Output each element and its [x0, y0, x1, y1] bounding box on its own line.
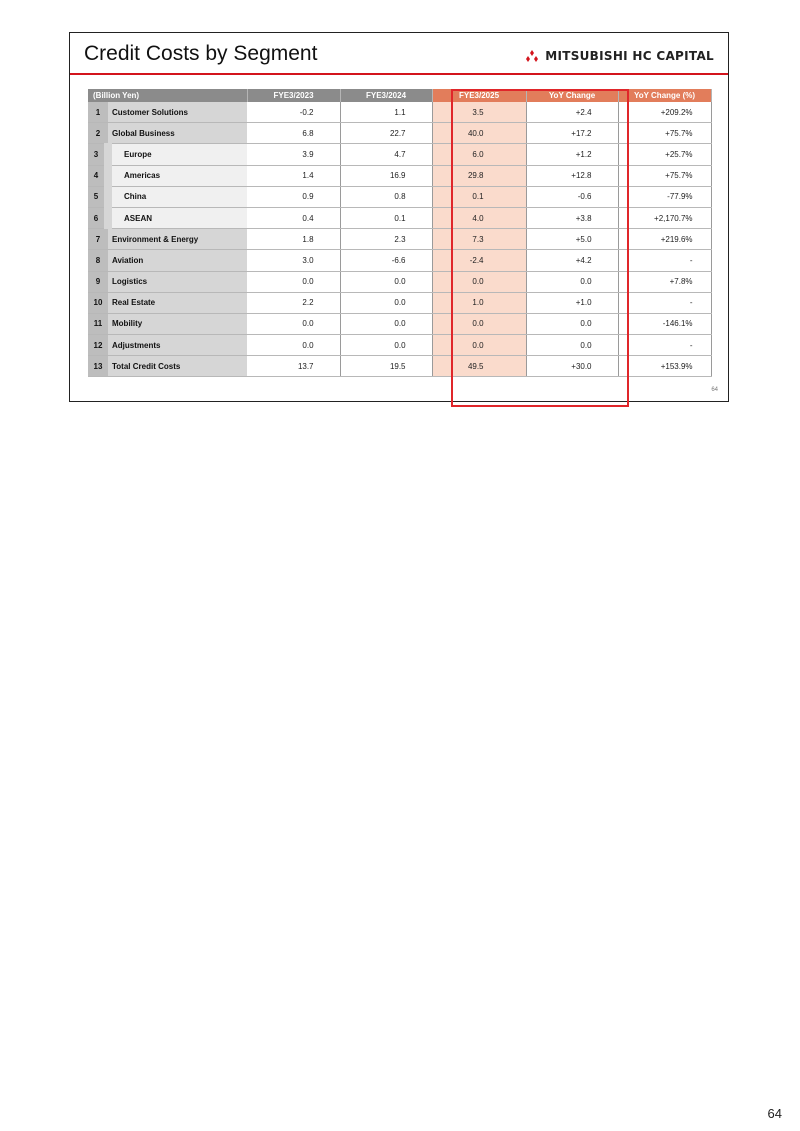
segment-label: Environment & Energy: [108, 229, 247, 250]
row-number: 2: [88, 123, 108, 144]
value-cell: 19.5: [340, 356, 432, 377]
credit-costs-table: [88, 89, 712, 377]
row-number: 12: [88, 335, 108, 356]
value-cell: 0.0: [340, 292, 432, 313]
segment-label: Total Credit Costs: [108, 356, 247, 377]
value-cell: 2.2: [247, 292, 340, 313]
value-cell: 49.5: [432, 356, 526, 377]
column-header: FYE3/2024: [340, 89, 432, 102]
value-cell: 0.4: [247, 207, 340, 228]
value-cell: +25.7%: [618, 144, 711, 165]
column-header-highlight: FYE3/2025: [432, 89, 526, 102]
logo-text: MITSUBISHI HC CAPITAL: [545, 49, 714, 63]
value-cell: -0.6: [526, 186, 618, 207]
value-cell: 0.0: [247, 271, 340, 292]
value-cell: -146.1%: [618, 313, 711, 334]
value-cell: -2.4: [432, 250, 526, 271]
value-cell: +1.0: [526, 292, 618, 313]
value-cell: 1.1: [340, 102, 432, 123]
slide-title: Credit Costs by Segment: [84, 42, 318, 65]
value-cell: +5.0: [526, 229, 618, 250]
row-number: 6: [88, 207, 108, 228]
row-number: 5: [88, 186, 108, 207]
row-number: 7: [88, 229, 108, 250]
value-cell: 16.9: [340, 165, 432, 186]
credit-costs-table-wrapper: [88, 89, 711, 377]
table-row: [88, 207, 711, 228]
value-cell: +4.2: [526, 250, 618, 271]
table-row: [88, 229, 711, 250]
three-diamonds-icon: [525, 50, 539, 62]
value-cell: +219.6%: [618, 229, 711, 250]
value-cell: 4.0: [432, 207, 526, 228]
value-cell: 0.0: [432, 271, 526, 292]
table-row: [88, 271, 711, 292]
segment-label: Customer Solutions: [108, 102, 247, 123]
company-logo: [525, 49, 714, 63]
table-row: [88, 123, 711, 144]
segment-label: Global Business: [108, 123, 247, 144]
value-cell: +209.2%: [618, 102, 711, 123]
value-cell: 0.9: [247, 186, 340, 207]
row-number: 4: [88, 165, 108, 186]
value-cell: 0.8: [340, 186, 432, 207]
table-row: [88, 292, 711, 313]
value-cell: -: [618, 292, 711, 313]
row-number: 8: [88, 250, 108, 271]
table-row: [88, 356, 711, 377]
row-number: 1: [88, 102, 108, 123]
value-cell: 2.3: [340, 229, 432, 250]
value-cell: 0.0: [432, 313, 526, 334]
value-cell: +7.8%: [618, 271, 711, 292]
value-cell: 7.3: [432, 229, 526, 250]
value-cell: 40.0: [432, 123, 526, 144]
row-number: 10: [88, 292, 108, 313]
value-cell: -: [618, 335, 711, 356]
value-cell: 3.0: [247, 250, 340, 271]
value-cell: -0.2: [247, 102, 340, 123]
value-cell: -77.9%: [618, 186, 711, 207]
value-cell: 1.8: [247, 229, 340, 250]
value-cell: 3.9: [247, 144, 340, 165]
table-row: [88, 144, 711, 165]
value-cell: 0.0: [526, 271, 618, 292]
value-cell: 0.0: [340, 335, 432, 356]
value-cell: 4.7: [340, 144, 432, 165]
value-cell: +2.4: [526, 102, 618, 123]
row-number: 3: [88, 144, 108, 165]
segment-label: Europe: [108, 144, 247, 165]
table-row: [88, 165, 711, 186]
segment-label: Real Estate: [108, 292, 247, 313]
value-cell: 1.4: [247, 165, 340, 186]
value-cell: 0.0: [340, 271, 432, 292]
column-header-highlight: YoY Change (%): [618, 89, 711, 102]
row-number: 11: [88, 313, 108, 334]
value-cell: +1.2: [526, 144, 618, 165]
table-header-row: [88, 89, 711, 102]
value-cell: 0.0: [432, 335, 526, 356]
table-row: [88, 335, 711, 356]
segment-label: Mobility: [108, 313, 247, 334]
slide-page-number: 64: [711, 387, 718, 393]
value-cell: 0.0: [340, 313, 432, 334]
segment-label: Logistics: [108, 271, 247, 292]
value-cell: +30.0: [526, 356, 618, 377]
segment-label: China: [108, 186, 247, 207]
segment-label: ASEAN: [108, 207, 247, 228]
title-divider: [70, 73, 728, 75]
value-cell: +75.7%: [618, 165, 711, 186]
segment-label: Aviation: [108, 250, 247, 271]
value-cell: 6.8: [247, 123, 340, 144]
value-cell: 0.0: [526, 335, 618, 356]
value-cell: 6.0: [432, 144, 526, 165]
unit-label: (Billion Yen): [88, 89, 247, 102]
value-cell: +12.8: [526, 165, 618, 186]
slide: [69, 32, 729, 402]
table-row: [88, 102, 711, 123]
value-cell: +153.9%: [618, 356, 711, 377]
table-row: [88, 250, 711, 271]
document-page-number: 64: [767, 1106, 782, 1121]
value-cell: 1.0: [432, 292, 526, 313]
value-cell: 22.7: [340, 123, 432, 144]
row-number: 9: [88, 271, 108, 292]
value-cell: 0.0: [526, 313, 618, 334]
value-cell: -: [618, 250, 711, 271]
value-cell: 3.5: [432, 102, 526, 123]
value-cell: +75.7%: [618, 123, 711, 144]
value-cell: 29.8: [432, 165, 526, 186]
column-header: FYE3/2023: [247, 89, 340, 102]
value-cell: +2,170.7%: [618, 207, 711, 228]
value-cell: 0.1: [432, 186, 526, 207]
value-cell: +3.8: [526, 207, 618, 228]
segment-label: Adjustments: [108, 335, 247, 356]
value-cell: 0.0: [247, 313, 340, 334]
table-row: [88, 313, 711, 334]
value-cell: 0.1: [340, 207, 432, 228]
row-number: 13: [88, 356, 108, 377]
value-cell: 0.0: [247, 335, 340, 356]
column-header-highlight: YoY Change: [526, 89, 618, 102]
value-cell: -6.6: [340, 250, 432, 271]
segment-label: Americas: [108, 165, 247, 186]
table-row: [88, 186, 711, 207]
value-cell: +17.2: [526, 123, 618, 144]
value-cell: 13.7: [247, 356, 340, 377]
